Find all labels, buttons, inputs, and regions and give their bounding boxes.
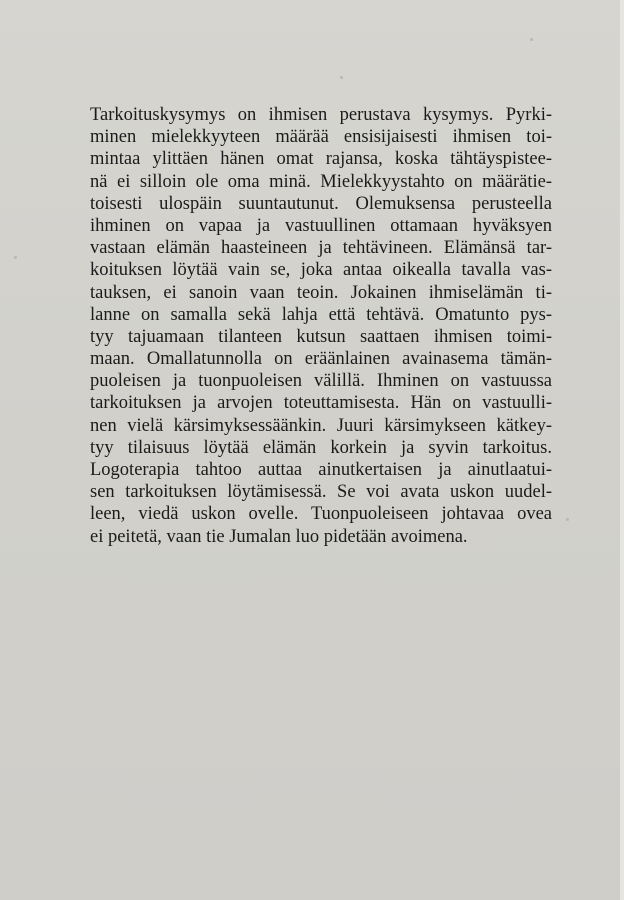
- paragraph-line: tyy tilaisuus löytää elämän korkein ja syvin tarkoitus.: [90, 437, 552, 458]
- paragraph-line: lanne on samalla sekä lahja että tehtävä. Omatunto pys-: [90, 304, 552, 325]
- paragraph-line: mintaa ylittäen hänen omat rajansa, koska tähtäyspistee-: [90, 149, 552, 170]
- paragraph-line: tauksen, ei sanoin vaan teoin. Jokainen ihmiselämän ti-: [90, 282, 552, 303]
- paragraph-line: nä ei silloin ole oma minä. Mielekkyystahto on määrätie-: [90, 171, 552, 192]
- paragraph-line: nen vielä kärsimyksessäänkin. Juuri kärsimykseen kätkey-: [90, 415, 552, 436]
- page-edge: [620, 0, 624, 900]
- paragraph-line: puoleisen ja tuonpuoleisen välillä. Ihminen on vastuussa: [90, 371, 552, 392]
- paragraph-line: toisesti ulospäin suuntautunut. Olemuksensa perusteella: [90, 193, 552, 214]
- paragraph-line: tyy tajuamaan tilanteen kutsun saattaen ihmisen toimi-: [90, 326, 552, 347]
- blurb-paragraph: [90, 104, 552, 548]
- paragraph-line: koituksen löytää vain se, joka antaa oikealla tavalla vas-: [90, 260, 552, 281]
- paragraph-line: minen mielekkyyteen määrää ensisijaisesti ihmisen toi-: [90, 127, 552, 148]
- paragraph-line: ei peitetä, vaan tie Jumalan luo pidetään avoimena.: [90, 526, 468, 547]
- paper-speck: [530, 38, 533, 41]
- paragraph-line: Tarkoituskysymys on ihmisen perustava kysymys. Pyrki-: [90, 105, 552, 125]
- paragraph-line: vastaan elämän haasteineen ja tehtävineen. Elämänsä tar-: [90, 238, 552, 259]
- paragraph-line: ihminen on vapaa ja vastuullinen ottamaan hyväksyen: [90, 215, 552, 236]
- paragraph-line: sen tarkoituksen löytämisessä. Se voi avata uskon uudel-: [90, 482, 552, 503]
- paper-speck: [340, 76, 343, 79]
- paper-speck: [14, 256, 17, 259]
- paper-speck: [566, 518, 569, 521]
- paragraph-line: tarkoituksen ja arvojen toteuttamisesta. Hän on vastuulli-: [90, 393, 552, 414]
- paragraph-line: maan. Omallatunnolla on eräänlainen avainasema tämän-: [90, 349, 552, 370]
- paragraph-line: Logoterapia tahtoo auttaa ainutkertaisen ja ainutlaatui-: [90, 460, 552, 480]
- paragraph-line: leen, viedä uskon ovelle. Tuonpuoleiseen johtavaa ovea: [90, 504, 552, 525]
